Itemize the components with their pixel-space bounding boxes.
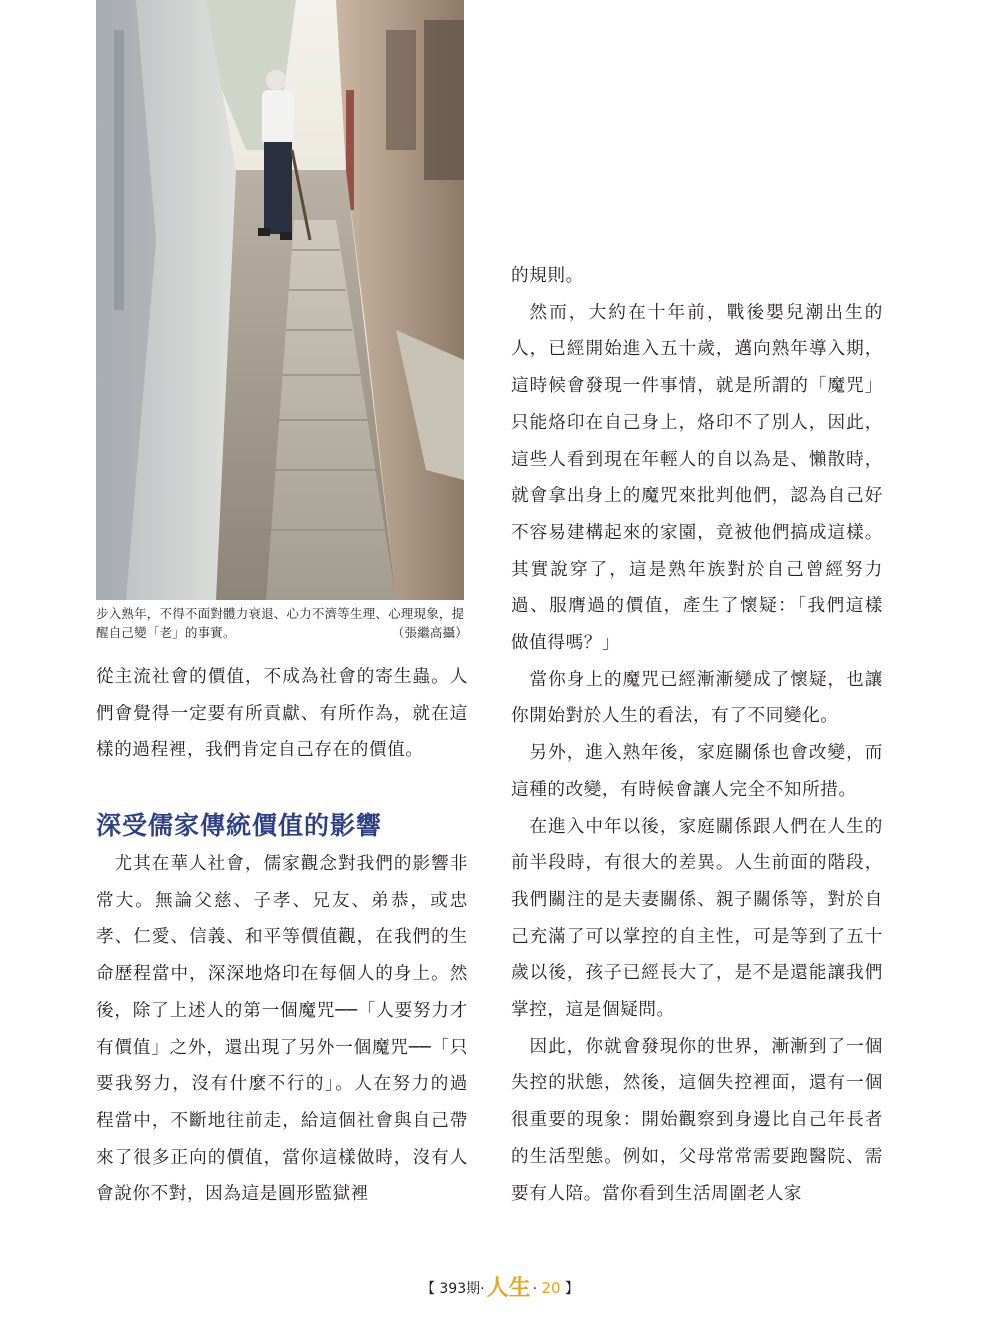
right-paragraph-2: 當你身上的魔咒已經漸漸變成了懷疑，也讓你開始對於人生的看法，有了不同變化。 (511, 669, 883, 727)
left-paragraph-2: 尤其在華人社會，儒家觀念對我們的影響非常大。無論父慈、子孝、兄友、弟恭，或忠孝、仁愛、信義、和平等價值觀，在我們的生命歷程當中，深深地烙印在每個人的身上。然後，除了上述人的第一個魔咒──「人要努力才有價值」之外，還出現了另外一個魔咒──「只要我努力，沒有什麼不行的」。人在努力的過程當中，不斷地往前走，給這個社會與自己帶來了很多正向的價值，當你這樣做時，沒有人會說你不對，因為這是圓形監獄裡 (96, 854, 468, 1205)
issue-number: 393期 (439, 1281, 481, 1297)
right-paragraph-5: 因此，你就會發現你的世界，漸漸到了一個失控的狀態，然後，這個失控裡面，還有一個很重要的現象：開始觀察到身邊比自己年長者的生活型態。例如，父母常常需要跑醫院、需要有人陪。當你看到生活周圍老人家 (511, 1036, 883, 1204)
photo-credit: （張繼高攝） (391, 625, 468, 640)
photo-caption (96, 604, 468, 642)
alley-photo (96, 0, 464, 600)
right-column (511, 258, 883, 1212)
right-paragraph-4: 在進入中年以後，家庭關係跟人們在人生的前半段時，有很大的差異。人生前面的階段，我們關注的是夫妻關係、親子關係等，對於自己充滿了可以掌控的自主性，可是等到了五十歲以後，孩子已經長大了，是不是還能讓我們掌控，這是個疑問。 (511, 816, 883, 1021)
footer-dot: · (480, 1281, 485, 1297)
left-paragraph-1: 從主流社會的價值，不成為社會的寄生蟲。人們會覺得一定要有所貢獻、有所作為，就在這樣的過程裡，我們肯定自己存在的價值。 (96, 667, 468, 761)
caption-text: 步入熟年，不得不面對體力衰退、心力不濟等生理、心理現象，提醒自己變「老」的事實。 (96, 606, 465, 640)
left-column-top (96, 659, 468, 769)
alley-photo-icon (96, 0, 464, 600)
left-column-bottom (96, 846, 468, 1213)
footer-bracket-close: 】 (565, 1281, 580, 1297)
page-number: 20 (541, 1279, 561, 1297)
right-paragraph-3: 另外，進入熟年後，家庭關係也會改變，而這種的改變，有時候會讓人完全不知所措。 (511, 743, 883, 800)
footer-dot: · (532, 1281, 538, 1297)
footer-bracket-open: 【 (420, 1281, 435, 1297)
right-paragraph-0: 的規則。 (511, 266, 584, 286)
right-paragraph-1: 然而，大約在十年前，戰後嬰兒潮出生的人，已經開始進入五十歲，邁向熟年導入期，這時候會發現一件事情，就是所謂的「魔咒」只能烙印在自己身上，烙印不了別人，因此，這些人看到現在年輕人的自以為是、懶散時，就會拿出身上的魔咒來批判他們，認為自己好不容易建構起來的家園，竟被他們搞成這樣。其實說穿了，這是熟年族對於自己曾經努力過、服膺過的價值，產生了懷疑：「我們這樣做值得嗎？」 (511, 302, 883, 654)
page-footer (0, 1271, 1000, 1302)
section-heading: 深受儒家傳統價值的影響 (96, 811, 383, 840)
magazine-logo: 人生 (486, 1276, 531, 1301)
